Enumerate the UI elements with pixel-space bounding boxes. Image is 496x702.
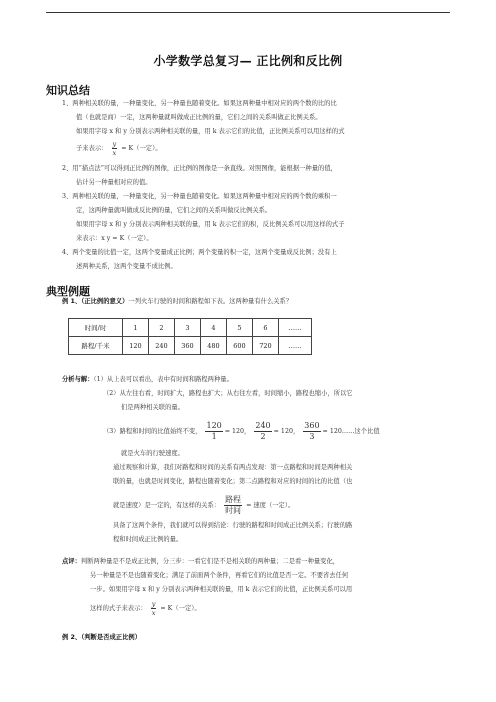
- table-cell: 6: [253, 319, 279, 337]
- observation-suffix: = 速度（一定）。: [246, 502, 295, 509]
- knowledge-3-line-4: 来表示：x y = K（一定）。: [76, 235, 153, 242]
- analysis-step-1: （1）从上表可以看出，表中有时间和路程两种量。: [93, 376, 233, 383]
- table-cell: 360: [175, 337, 201, 355]
- knowledge-1-line-2: 值（也就是商）一定，这两种量就叫做成正比例的量，它们之间的关系叫做正比例关系。: [76, 114, 322, 121]
- table-cell: 600: [227, 337, 253, 355]
- ratio-120-over-1: [205, 421, 222, 442]
- knowledge-1-line-3: 如果用字母 x 和 y 分别表示两种相关联的量，用 k 表示它们的比值，正比例关系可以用这样的式: [76, 128, 345, 135]
- formula-prefix: 子来表示：: [76, 145, 108, 152]
- example-1-label: 例 1、（正比例的意义）: [62, 298, 129, 305]
- table-cell: ……: [279, 319, 312, 337]
- ratio-value: = 120，: [224, 428, 251, 435]
- ratio-value: = 120，: [273, 428, 300, 435]
- observation-prefix: 就是速度）是一定的，有这样的关系：: [113, 502, 221, 509]
- fraction-numerator: y: [151, 600, 156, 608]
- analysis-observation-line-2: 联的量，也就是时间变化，路程也随着变化；第二点路程和对应的时间的比的比值（也: [113, 478, 353, 485]
- header-rule: [46, 12, 450, 13]
- table-cell: 480: [201, 337, 227, 355]
- fraction-numerator: 360: [304, 421, 320, 430]
- knowledge-4-line-1: 4、两个变量的比值一定，这两个变量成正比例；两个变量的积一定，这两个变量成反比例；没有上: [62, 249, 337, 256]
- comment-formula: [90, 600, 201, 617]
- fraction-numerator: y: [112, 140, 117, 148]
- comment-line-2: 另一种量是不是也随着变化；满足了前面两个条件，再看它们的比值是否一定。不要省去任何: [90, 572, 349, 579]
- knowledge-2-line-1: 2、用“描点法”可以得到正比例的图像，正比例的图像是一条直线。对照图像，能根据一种量的值，: [62, 165, 337, 172]
- analysis-step-3-ratios: [103, 421, 380, 442]
- table-cell: 5: [227, 319, 253, 337]
- comment-label: 点评：: [62, 558, 81, 565]
- example-1-prompt: [62, 296, 292, 308]
- table-cell: 路程/千米: [69, 337, 123, 355]
- analysis-observation-line-3: [113, 495, 294, 516]
- formula-suffix: = K（一定）。: [160, 605, 201, 612]
- table-row: [69, 319, 312, 337]
- knowledge-3-line-3: 如果用字母 x 和 y 分别表示两种相关联的量，用 k 表示它们的积，反比例关系可以用这样的式子: [76, 221, 345, 228]
- comment-text-1: 判断两种量是不是成正比例，分三步：一看它们是不是相关联的两种量；二是看一种量变化，: [80, 558, 340, 565]
- table-row: [69, 337, 312, 355]
- table-cell: 时间/时: [69, 319, 123, 337]
- example-2-label: 例 2、（判断是否成正比例）: [62, 634, 141, 641]
- example-1-text: 一列火车行驶的时间和路程如下表。这两种量有什么关系？: [128, 298, 293, 305]
- analysis-conclusion-line-1: 具备了这两个条件，我们就可以得到结论：行驶的路程和时间成正比例关系；行驶的路: [113, 522, 353, 529]
- page-title: 小学数学总复习— 正比例和反比例: [153, 54, 343, 68]
- table-cell: 1: [123, 319, 149, 337]
- comment-line-3: 一步。如果用字母 x 和 y 分别表示两种相关联的量，用 k 表示它们的比值，正比例关系可以用: [90, 586, 353, 593]
- ratio-fraction: [112, 140, 118, 157]
- analysis-step-2-line-1: （2）从左往右看，时间扩大，路程也扩大；从右往左看，时间缩小，路程也缩小，所以它: [103, 390, 353, 397]
- fraction-numerator: 路程: [225, 495, 242, 504]
- formula-suffix: = K（一定）。: [121, 145, 162, 152]
- analysis-conclusion-line-2: 程和时间成正比例的量。: [113, 536, 183, 543]
- ratio-fraction: [151, 600, 157, 617]
- fraction-denominator: 1: [211, 432, 217, 441]
- table-cell: ……: [279, 337, 312, 355]
- fraction-denominator: 2: [260, 432, 266, 441]
- analysis-label: 分析与解：: [62, 376, 94, 383]
- section-heading-examples: 典型例题: [46, 285, 90, 298]
- fraction-denominator: 时间: [225, 506, 242, 515]
- analysis-step-2-line-2: 们是两种相关联的量。: [121, 404, 184, 411]
- distance-over-time-fraction: [224, 495, 242, 516]
- analysis-observation-line-1: 通过观察和计算，我们对路程和时间的关系有两点发现：第一点路程和时间是两种相关: [113, 464, 353, 471]
- table-cell: 240: [149, 337, 175, 355]
- fraction-numerator: 120: [206, 421, 222, 430]
- knowledge-1-line-1: 1、两种相关联的量，一种量变化，另一种量也随着变化。如果这两种量中相对应的两个数的比的比: [62, 100, 337, 107]
- fraction-denominator: 3: [309, 432, 315, 441]
- analysis-step-3-prefix: （3）路程和时间的比值始终不变，: [103, 428, 202, 435]
- analysis-step-3-line-2: 就是火车的行驶速度。: [121, 450, 184, 457]
- table-cell: 2: [149, 319, 175, 337]
- table-cell: 3: [175, 319, 201, 337]
- formula-prefix: 这样的式子来表示：: [90, 605, 147, 612]
- table-cell: 120: [123, 337, 149, 355]
- knowledge-3-line-1: 3、两种相关联的量，一种量变化，另一种量也随着变化。如果这两种量中相对应的两个数的乘积一: [62, 193, 337, 200]
- section-heading-knowledge: 知识总结: [46, 84, 90, 97]
- knowledge-2-line-2: 估计另一种量相对应的值。: [76, 179, 152, 186]
- table-cell: 4: [201, 319, 227, 337]
- fraction-denominator: x: [151, 609, 156, 617]
- analysis-line-1: [62, 374, 233, 386]
- comment-line-1: [62, 556, 339, 568]
- fraction-numerator: 240: [255, 421, 271, 430]
- time-distance-table: [68, 318, 312, 355]
- table-cell: 720: [253, 337, 279, 355]
- ratio-240-over-2: [254, 421, 271, 442]
- knowledge-1-formula: [76, 140, 162, 157]
- ratio-360-over-3: [303, 421, 320, 442]
- ratio-value: = 120……这个比值: [322, 428, 380, 435]
- knowledge-3-line-2: 定，这两种量就叫做成反比例的量，它们之间的关系叫做反比例关系。: [76, 207, 272, 214]
- fraction-denominator: x: [112, 149, 117, 157]
- knowledge-4-line-2: 述两种关系，这两个变量不成比例。: [76, 263, 177, 270]
